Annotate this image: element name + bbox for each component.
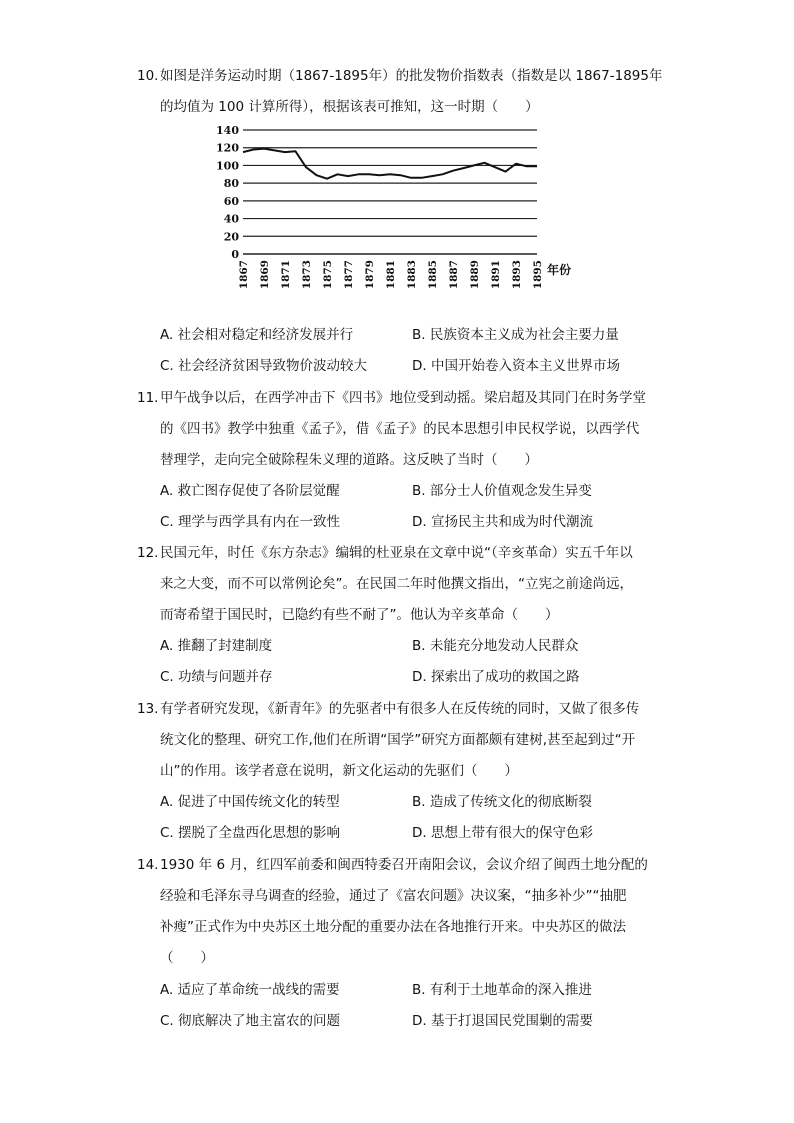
x-tick-label: 1885 (427, 260, 439, 290)
x-tick-label: 1879 (364, 260, 376, 290)
question-number: 11. (137, 390, 159, 406)
stem-line: 甲午战争以后，在西学冲击下《四书》地位受到动摇。梁启超及其同门在时务学堂 (160, 390, 646, 406)
question-number: 14. (137, 857, 159, 873)
options-row (160, 507, 680, 538)
option-c[interactable]: C. 摆脱了全盘西化思想的影响 (160, 825, 341, 841)
options-row (160, 818, 680, 849)
question-11 (137, 383, 677, 476)
y-tick-label: 20 (223, 230, 239, 244)
option-c[interactable]: C. 理学与西学具有内在一致性 (160, 514, 341, 530)
stem-line: 来之大变，而不可以常例论矣”。在民国二年时他撰文指出，“立宪之前途尚远， (160, 576, 633, 592)
y-tick-label: 80 (223, 177, 239, 191)
question-number: 10. (137, 68, 159, 84)
stem-line: 经验和毛泽东寻乌调查的经验，通过了《富农问题》决议案，“抽多补少”“抽肥 (160, 888, 627, 904)
stem-line: 山”的作用。该学者意在说明，新文化运动的先驱们（ ） (160, 763, 518, 779)
option-d[interactable]: D. 基于打退国民党围剿的需要 (412, 1013, 593, 1029)
x-tick-label: 1881 (385, 260, 397, 290)
question-stem (160, 383, 677, 476)
stem-line: 有学者研究发现，《新青年》的先驱者中有很多人在反传统的同时，又做了很多传 (160, 701, 640, 717)
options-row (160, 1006, 680, 1037)
option-a[interactable]: A. 适应了革命统一战线的需要 (160, 982, 340, 998)
x-tick-label: 1873 (301, 260, 313, 290)
question-stem (160, 538, 677, 631)
y-tick-label: 100 (216, 159, 239, 173)
y-tick-label: 120 (216, 141, 239, 155)
option-a[interactable]: A. 推翻了封建制度 (160, 638, 273, 654)
x-tick-label: 1877 (343, 260, 355, 290)
question-number: 13. (137, 701, 159, 717)
question-stem (160, 850, 677, 974)
options-row (160, 351, 680, 382)
option-c[interactable]: C. 功绩与问题并存 (160, 669, 273, 685)
x-tick-label: 1871 (280, 260, 292, 290)
x-tick-label: 1869 (259, 260, 271, 290)
option-b[interactable]: B. 造成了传统文化的彻底断裂 (412, 794, 592, 810)
option-d[interactable]: D. 宣扬民主共和成为时代潮流 (412, 514, 593, 530)
option-a[interactable]: A. 社会相对稳定和经济发展并行 (160, 327, 354, 343)
x-tick-label: 1875 (322, 260, 334, 290)
x-tick-label: 1889 (469, 260, 481, 290)
question-stem (160, 694, 677, 787)
x-tick-label: 1893 (511, 260, 523, 290)
x-tick-label: 1883 (406, 260, 418, 290)
question-13 (137, 694, 677, 787)
options-row (160, 631, 680, 662)
stem-line: 如图是洋务运动时期（1867-1895年）的批发物价指数表（指数是以 1867-1895年 (160, 68, 663, 84)
y-tick-label: 40 (223, 212, 239, 226)
x-tick-label: 1867 (238, 260, 250, 290)
option-a[interactable]: A. 促进了中国传统文化的转型 (160, 794, 340, 810)
option-c[interactable]: C. 彻底解决了地主富农的问题 (160, 1013, 341, 1029)
question-10 (137, 61, 677, 123)
stem-line: 民国元年，时任《东方杂志》编辑的杜亚泉在文章中说“（辛亥革命）实五千年以 (160, 545, 633, 561)
question-12 (137, 538, 677, 631)
x-axis-label: 年份 (547, 263, 572, 277)
options-row (160, 662, 680, 693)
option-b[interactable]: B. 未能充分地发动人民群众 (412, 638, 579, 654)
price-index-chart (215, 118, 575, 293)
stem-line: 统文化的整理、研究工作,他们在所谓“国学”研究方面都颇有建树,甚至起到过“开 (160, 732, 636, 748)
stem-line: 的均值为 100 计算所得），根据该表可推知，这一时期（ ） (160, 99, 539, 115)
stem-line: （ ） (160, 950, 214, 966)
stem-line: 1930 年 6 月，红四军前委和闽西特委召开南阳会议，会议介绍了闽西土地分配的 (160, 857, 648, 873)
option-b[interactable]: B. 部分士人价值观念发生异变 (412, 483, 592, 499)
question-stem (160, 61, 677, 123)
question-number: 12. (137, 545, 159, 561)
option-c[interactable]: C. 社会经济贫困导致物价波动较大 (160, 358, 368, 374)
options-row (160, 476, 680, 507)
option-b[interactable]: B. 有利于土地革命的深入推进 (412, 982, 592, 998)
x-tick-label: 1895 (532, 260, 544, 290)
options-row (160, 787, 680, 818)
stem-line: 替理学，走向完全破除程朱义理的道路。这反映了当时（ ） (160, 452, 538, 468)
price-index-line (243, 149, 537, 179)
stem-line: 补瘦”正式作为中央苏区土地分配的重要办法在各地推行开来。中央苏区的做法 (160, 919, 626, 935)
options-row (160, 320, 680, 351)
options-row (160, 975, 680, 1006)
x-tick-label: 1891 (490, 260, 502, 290)
stem-line: 而寄希望于国民时，已隐约有些不耐了”。他认为辛亥革命（ ） (160, 607, 559, 623)
x-tick-label: 1887 (448, 260, 460, 290)
y-tick-label: 0 (231, 248, 239, 261)
option-d[interactable]: D. 探索出了成功的救国之路 (412, 669, 580, 685)
option-d[interactable]: D. 思想上带有很大的保守色彩 (412, 825, 593, 841)
option-d[interactable]: D. 中国开始卷入资本主义世界市场 (412, 358, 620, 374)
y-tick-label: 60 (223, 194, 239, 208)
option-a[interactable]: A. 救亡图存促使了各阶层觉醒 (160, 483, 340, 499)
y-tick-label: 140 (216, 124, 239, 137)
question-14 (137, 850, 677, 974)
stem-line: 的《四书》教学中独重《孟子》，借《孟子》的民本思想引申民权学说，以西学代 (160, 421, 640, 437)
option-b[interactable]: B. 民族资本主义成为社会主要力量 (412, 327, 619, 343)
